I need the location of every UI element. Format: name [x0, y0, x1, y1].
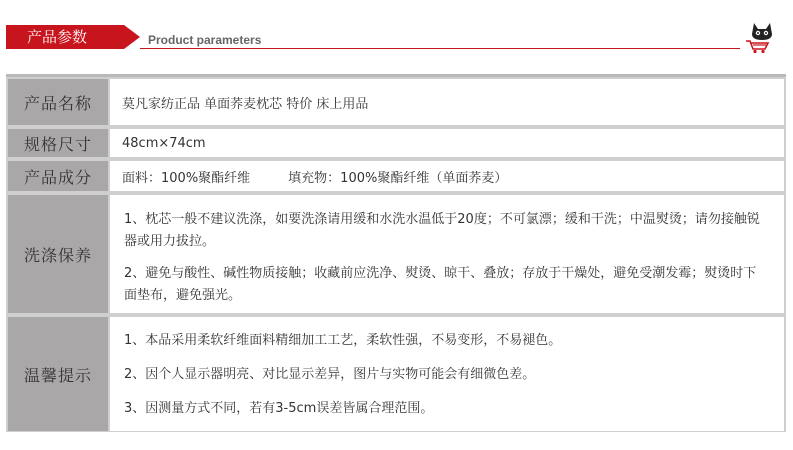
table-row: [8, 129, 784, 157]
row-value-composition: [110, 161, 784, 191]
row-label-care: 洗涤保养: [8, 195, 108, 313]
tip-item: 2、因个人显示器明亮、对比显示差异，图片与实物可能会有细微色差。: [124, 367, 536, 382]
table-row: [8, 317, 784, 431]
tmall-cat-cart-icon: [745, 20, 779, 54]
header-divider: [140, 48, 740, 49]
table-row: [8, 161, 784, 191]
row-value-product-name: 莫凡家纺正品 单面荞麦枕芯 特价 床上用品: [110, 79, 784, 125]
section-tag-label: 产品参数: [27, 28, 88, 46]
composition-fabric: 面料：100%聚酯纤维: [122, 170, 251, 186]
row-value-tips: [110, 317, 784, 431]
care-item: 2、避免与酸性、碱性物质接触；收藏前应洗净、熨烫、晾干、叠放；存放于干燥处，避免受潮发霉；熨烫时下面垫布，避免强光。: [124, 266, 757, 303]
care-item: 1、枕芯一般不建议洗涤，如要洗涤请用缓和水洗水温低于20度；不可氯漂；缓和干洗；中温熨烫；请勿接触锐器或用力拔拉。: [124, 212, 760, 249]
row-label-size: 规格尺寸: [8, 129, 108, 157]
table-row: [8, 79, 784, 125]
row-value-size: 48cm×74cm: [110, 129, 784, 157]
composition-filling: 填充物：100%聚酯纤维（单面荞麦）: [288, 170, 508, 186]
tip-item: 1、本品采用柔软纤维面料精细加工工艺，柔软性强，不易变形，不易褪色。: [124, 333, 562, 348]
row-label-tips: 温馨提示: [8, 317, 108, 431]
table-row: [8, 195, 784, 313]
row-label-product-name: 产品名称: [8, 79, 108, 125]
product-parameters-table: [6, 74, 786, 432]
row-value-care: [110, 195, 784, 313]
section-subtitle: Product parameters: [148, 33, 262, 47]
tip-item: 3、因测量方式不同，若有3-5cm误差皆属合理范围。: [124, 401, 434, 416]
row-label-composition: 产品成分: [8, 161, 108, 191]
section-header: [0, 0, 793, 62]
